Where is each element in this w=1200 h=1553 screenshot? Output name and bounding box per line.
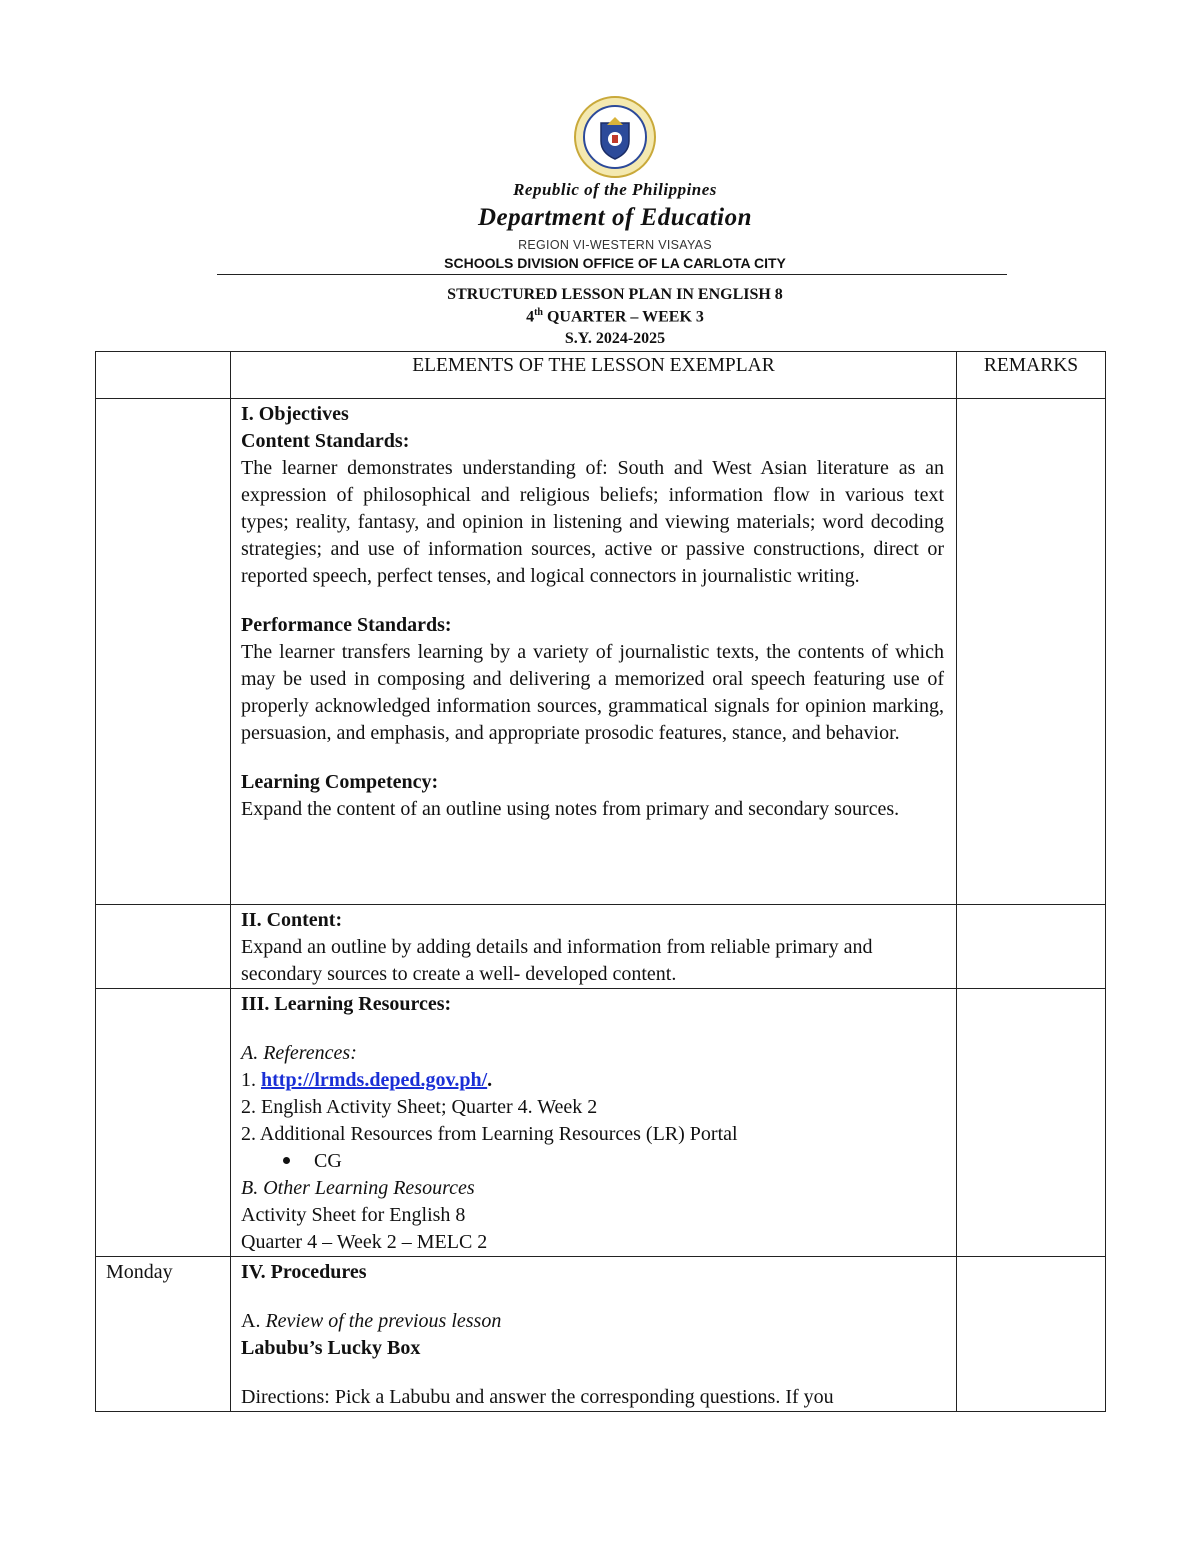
content-standards-text: The learner demonstrates understanding of: South and West Asian literature as an expression of philosophical and religious beliefs; information flow in various text types; reality, fantasy, and opinion in listening and viewing materials; word decoding strategies; and use of information sources, active or passive constructions, direct or reported speech, perfect tenses, and logical connectors in journalistic writing. xyxy=(241,457,944,587)
remarks-header-cell: REMARKS xyxy=(957,352,1106,399)
review-label: A. Review of the previous lesson xyxy=(241,1310,502,1332)
references-label: A. References: xyxy=(241,1042,357,1064)
objectives-cell xyxy=(231,399,957,905)
day-cell xyxy=(96,989,231,1257)
other-resources-label: B. Other Learning Resources xyxy=(241,1177,475,1199)
remarks-cell xyxy=(957,399,1106,905)
resources-heading: III. Learning Resources: xyxy=(241,993,452,1015)
content-standards-label: Content Standards: xyxy=(241,430,410,452)
content-text: Expand an outline by adding details and information from reliable primary and secondary sources to create a well- developed content. xyxy=(241,936,873,985)
remarks-cell xyxy=(957,1257,1106,1412)
other-resource-item: Quarter 4 – Week 2 – MELC 2 xyxy=(241,1231,488,1253)
region-heading: REGION VI-WESTERN VISAYAS xyxy=(518,238,712,252)
lesson-plan-table xyxy=(95,351,1106,1412)
day-label: Monday xyxy=(106,1261,173,1283)
lrmds-link[interactable]: http://lrmds.deped.gov.ph/ xyxy=(261,1069,488,1091)
bullet-item: CG xyxy=(241,1148,944,1175)
table-row xyxy=(96,905,1106,989)
header-divider xyxy=(217,274,1007,275)
department-heading: Department of Education xyxy=(477,204,752,231)
content-cell xyxy=(231,905,957,989)
day-header-cell xyxy=(96,352,231,399)
table-header-row xyxy=(96,352,1106,399)
performance-standards-label: Performance Standards: xyxy=(241,614,452,636)
elements-header-cell: ELEMENTS OF THE LESSON EXEMPLAR xyxy=(231,352,957,399)
table-row xyxy=(96,399,1106,905)
day-cell xyxy=(96,399,231,905)
table-row xyxy=(96,1257,1106,1412)
bullet-icon xyxy=(283,1157,290,1164)
procedures-cell xyxy=(231,1257,957,1412)
table-row xyxy=(96,989,1106,1257)
remarks-cell xyxy=(957,989,1106,1257)
procedures-heading: IV. Procedures xyxy=(241,1261,367,1283)
day-cell xyxy=(96,1257,231,1412)
directions-text: Directions: Pick a Labubu and answer the corresponding questions. If you xyxy=(241,1386,834,1408)
learning-competency-text: Expand the content of an outline using notes from primary and secondary sources. xyxy=(241,798,900,820)
school-year-title: S.Y. 2024-2025 xyxy=(564,330,666,347)
content-heading: II. Content: xyxy=(241,909,343,931)
reference-item: 2. English Activity Sheet; Quarter 4. Week 2 xyxy=(241,1096,598,1118)
deped-seal-logo xyxy=(573,95,657,179)
division-heading: SCHOOLS DIVISION OFFICE OF LA CARLOTA CITY xyxy=(444,255,786,271)
objectives-heading: I. Objectives xyxy=(241,403,349,425)
other-resource-item: Activity Sheet for English 8 xyxy=(241,1204,466,1226)
reference-item: 2. Additional Resources from Learning Resources (LR) Portal xyxy=(241,1123,738,1145)
performance-standards-text: The learner transfers learning by a variety of journalistic texts, the contents of which may be used in composing and delivering a memorized oral speech featuring use of properly acknowledged information sources, grammatical signals for opinion marking, persuasion, and emphasis, and appropriate prosodic features, stance, and behavior. xyxy=(241,641,944,744)
resources-cell xyxy=(231,989,957,1257)
learning-competency-label: Learning Competency: xyxy=(241,771,439,793)
lesson-plan-title: STRUCTURED LESSON PLAN IN ENGLISH 8 xyxy=(447,286,783,303)
reference-item: 1. http://lrmds.deped.gov.ph/. xyxy=(241,1069,493,1091)
remarks-cell xyxy=(957,905,1106,989)
activity-title: Labubu’s Lucky Box xyxy=(241,1337,421,1359)
day-cell xyxy=(96,905,231,989)
republic-heading: Republic of the Philippines xyxy=(513,180,717,199)
quarter-week-title: 4th QUARTER – WEEK 3 xyxy=(526,307,704,326)
